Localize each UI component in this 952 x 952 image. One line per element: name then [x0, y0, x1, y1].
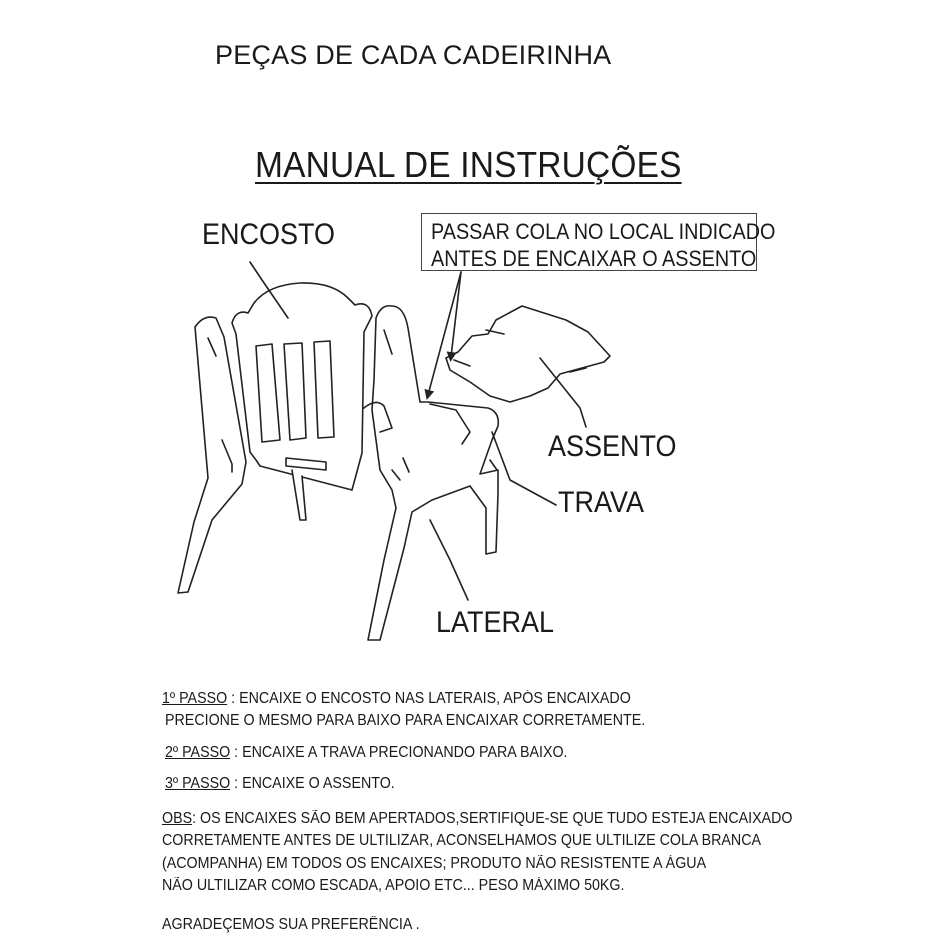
glue-arrow-right [451, 272, 461, 357]
lateral-leader [430, 520, 468, 600]
glue-note-line-1: PASSAR COLA NO LOCAL INDICADO [431, 219, 776, 244]
seat-piece [446, 306, 610, 402]
step-1-text: : ENCAIXE O ENCOSTO NAS LATERAIS, APÓS ENCAIXADO [227, 690, 631, 707]
step-1-prefix: 1º PASSO [162, 690, 228, 707]
label-lateral: LATERAL [436, 606, 555, 639]
step-3-prefix: 3º PASSO [165, 775, 231, 792]
obs-line-4: NÃO ULTILIZAR COMO ESCADA, APOIO ETC... PESO MÁXIMO 50KG. [162, 877, 625, 894]
manual-heading: MANUAL DE INSTRUÇÕES [255, 144, 682, 185]
glue-note-line-2: ANTES DE ENCAIXAR O ASSENTO [431, 246, 757, 271]
label-assento: ASSENTO [548, 430, 677, 463]
obs-line-3: (ACOMPANHA) EM TODOS OS ENCAIXES; PRODUTO NÃO RESISTENTE A ÁGUA [162, 855, 707, 872]
step-2-text: : ENCAIXE A TRAVA PRECIONANDO PARA BAIXO. [230, 744, 568, 761]
label-trava: TRAVA [558, 486, 645, 519]
obs-line-2: CORRETAMENTE ANTES DE ULTILIZAR, ACONSELHAMOS QUE ULTILIZE COLA BRANCA [162, 832, 762, 849]
label-encosto: ENCOSTO [202, 218, 336, 251]
step-3-text: : ENCAIXE O ASSENTO. [230, 775, 395, 792]
thanks-text: AGRADEÇEMOS SUA PREFERÊNCIA . [162, 916, 420, 933]
backrest-piece [232, 283, 372, 520]
step-2 [165, 744, 568, 762]
left-lateral-panel [178, 317, 246, 593]
page-title: PEÇAS DE CADA CADEIRINHA [215, 40, 612, 70]
glue-arrow-left [428, 272, 461, 395]
step-1-continuation: PRECIONE O MESMO PARA BAIXO PARA ENCAIXAR CORRETAMENTE. [165, 712, 646, 729]
step-2-prefix: 2º PASSO [165, 744, 231, 761]
obs-line-1 [162, 810, 793, 828]
obs-prefix: OBS [162, 810, 193, 827]
step-1 [162, 690, 631, 708]
trava-leader [492, 432, 556, 505]
step-3 [165, 775, 395, 793]
obs-text-1: : OS ENCAIXES SÃO BEM APERTADOS,SERTIFIQUE-SE QUE TUDO ESTEJA ENCAIXADO [192, 810, 793, 827]
